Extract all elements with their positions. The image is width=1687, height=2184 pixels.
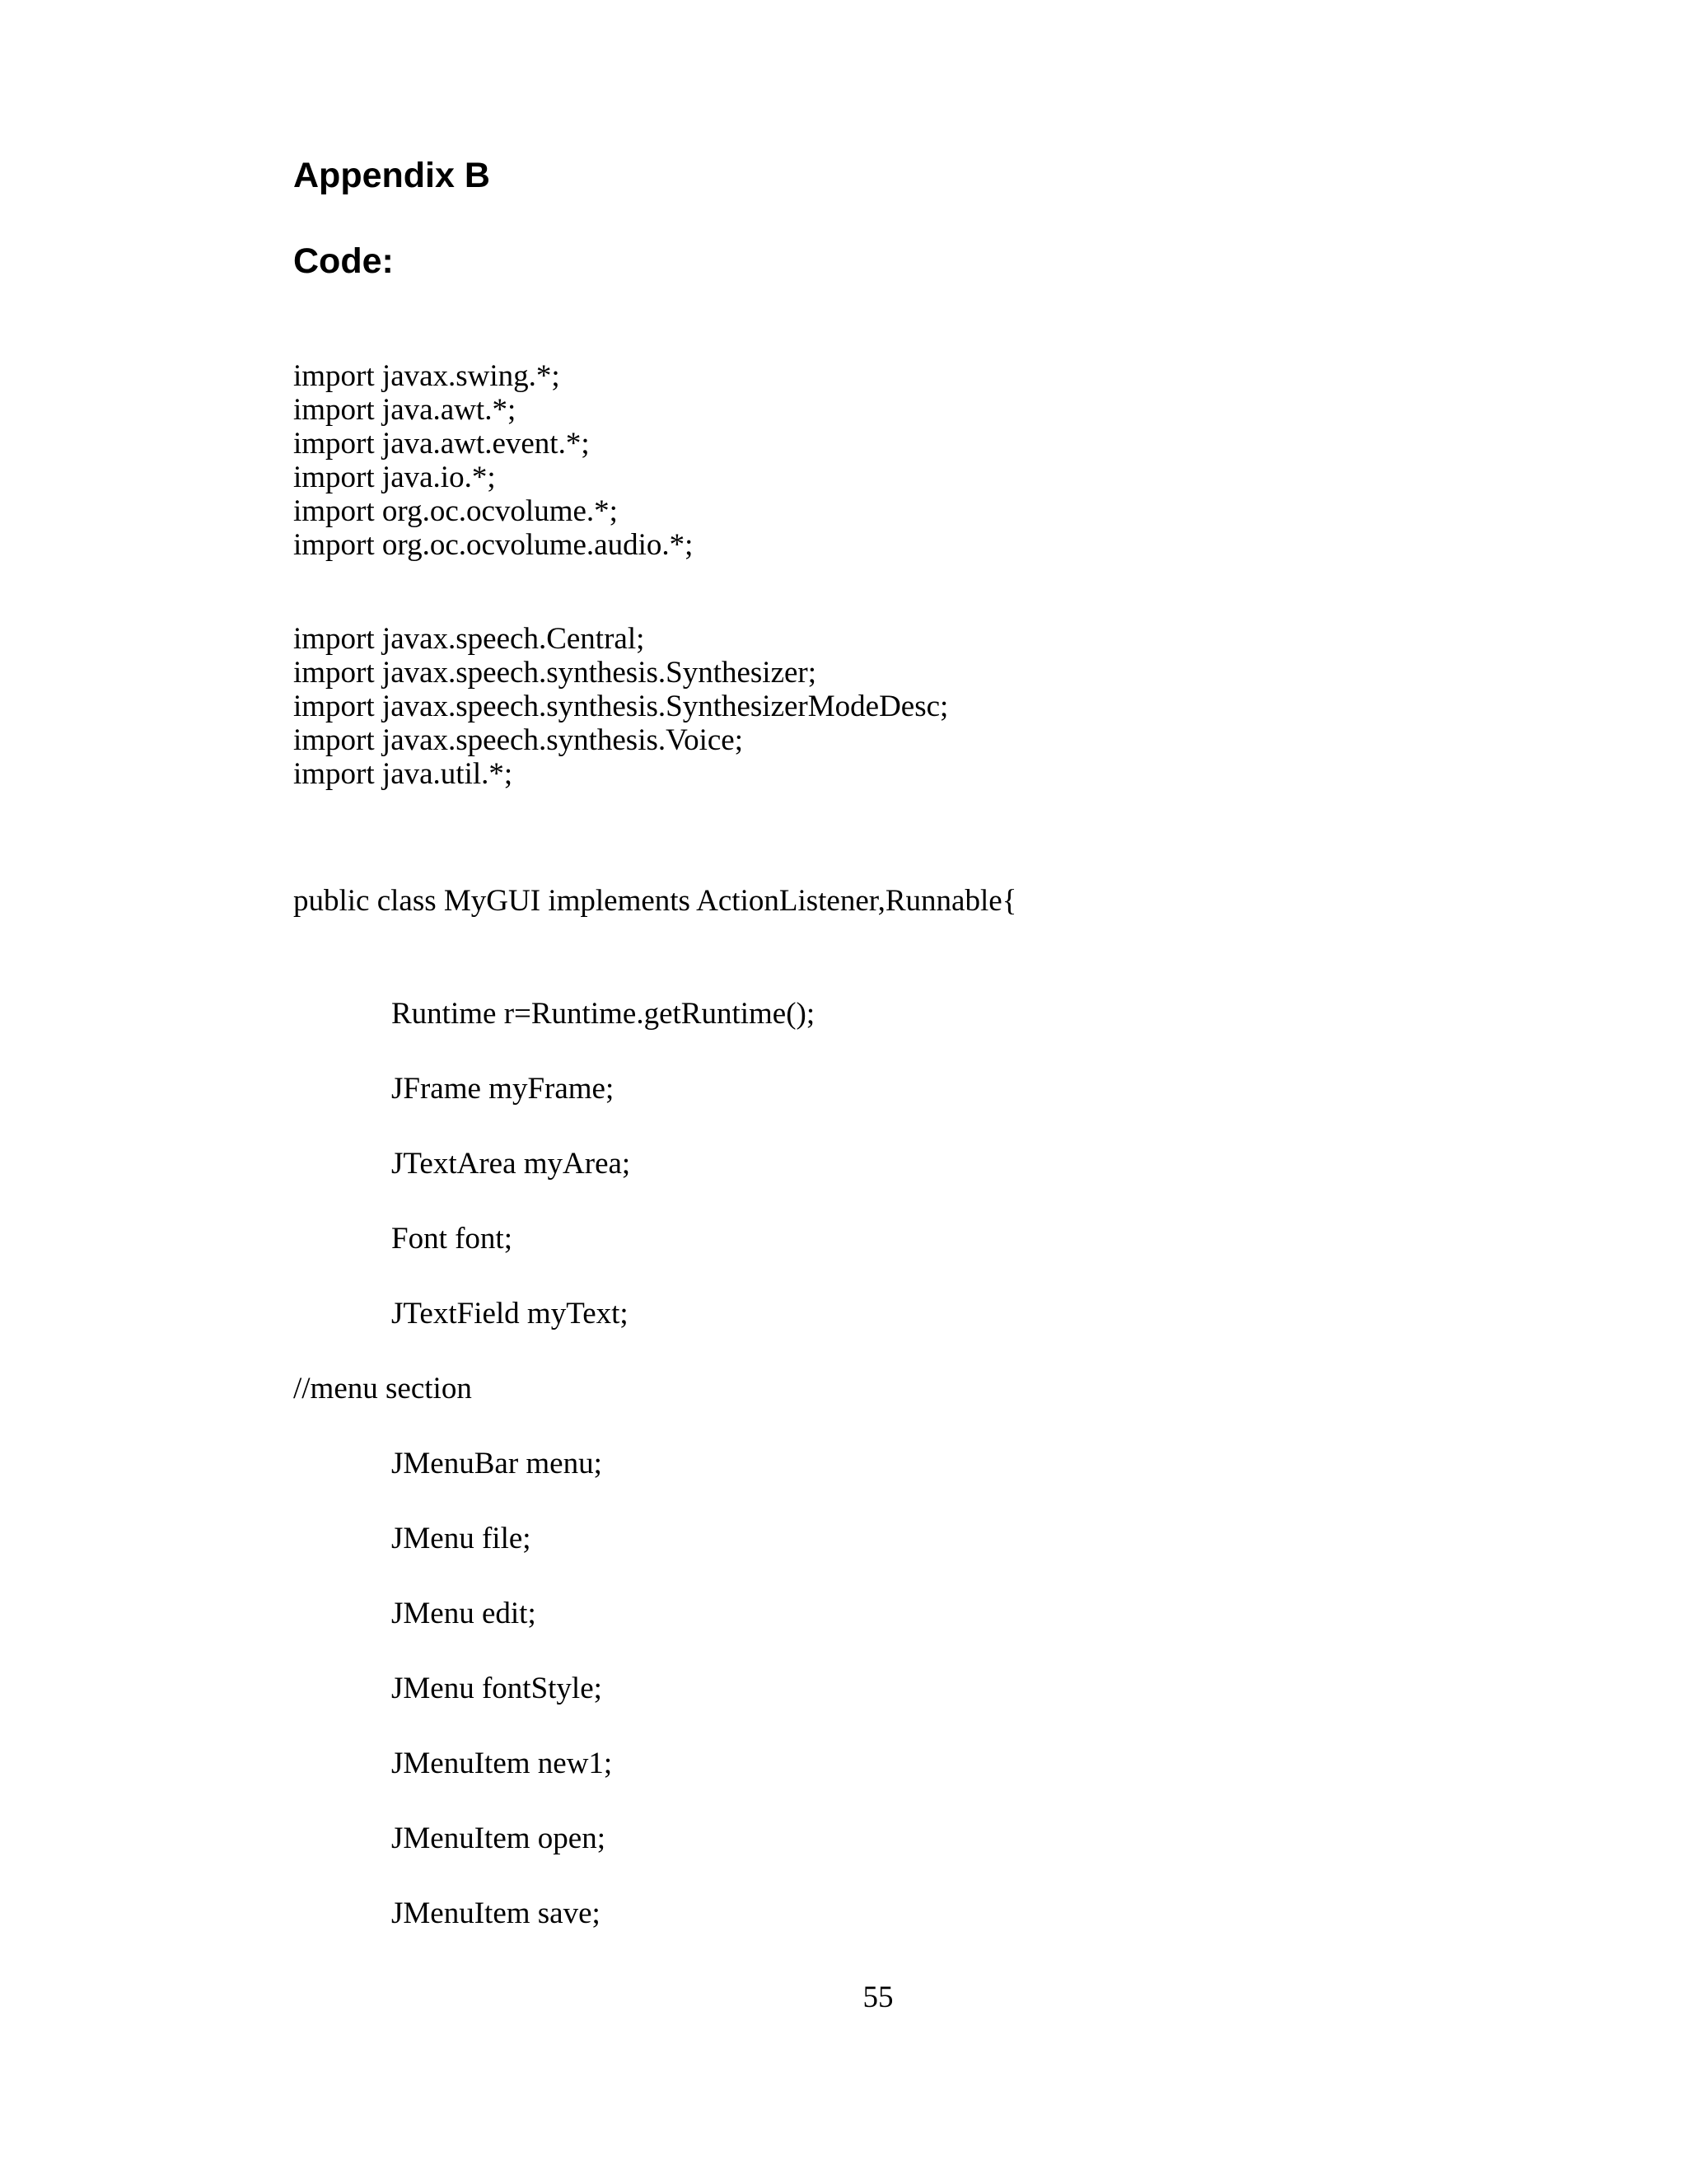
class-declaration: public class MyGUI implements ActionListener,Runnable{ — [293, 884, 1017, 918]
import-line: import javax.speech.synthesis.Synthesizer; — [293, 656, 817, 690]
import-line: import javax.speech.Central; — [293, 622, 645, 656]
import-line: import java.awt.event.*; — [293, 427, 590, 461]
import-line: import java.io.*; — [293, 461, 496, 494]
field-declaration: JTextField myText; — [391, 1297, 629, 1331]
import-line: import org.oc.ocvolume.audio.*; — [293, 528, 694, 562]
page-number: 55 — [862, 1981, 894, 2014]
menu-declaration: JMenuItem new1; — [391, 1747, 613, 1780]
import-line: import java.awt.*; — [293, 393, 516, 427]
import-line: import javax.speech.synthesis.SynthesizerModeDesc; — [293, 690, 949, 723]
import-line: import java.util.*; — [293, 757, 513, 791]
menu-declaration: JMenuBar menu; — [391, 1447, 602, 1480]
menu-declaration: JMenuItem save; — [391, 1896, 600, 1930]
import-line: import javax.speech.synthesis.Voice; — [293, 723, 743, 757]
section-title: Code: — [293, 241, 394, 281]
field-declaration: JTextArea myArea; — [391, 1147, 631, 1181]
menu-declaration: JMenu file; — [391, 1522, 531, 1555]
field-declaration: Font font; — [391, 1222, 512, 1256]
field-declaration: Runtime r=Runtime.getRuntime(); — [391, 997, 815, 1031]
appendix-title: Appendix B — [293, 156, 490, 195]
import-line: import org.oc.ocvolume.*; — [293, 494, 618, 528]
field-declaration: JFrame myFrame; — [391, 1072, 615, 1106]
menu-declaration: JMenuItem open; — [391, 1822, 605, 1855]
menu-declaration: JMenu edit; — [391, 1597, 536, 1630]
menu-section-comment: //menu section — [293, 1372, 472, 1405]
import-line: import javax.swing.*; — [293, 359, 560, 393]
menu-declaration: JMenu fontStyle; — [391, 1672, 602, 1705]
